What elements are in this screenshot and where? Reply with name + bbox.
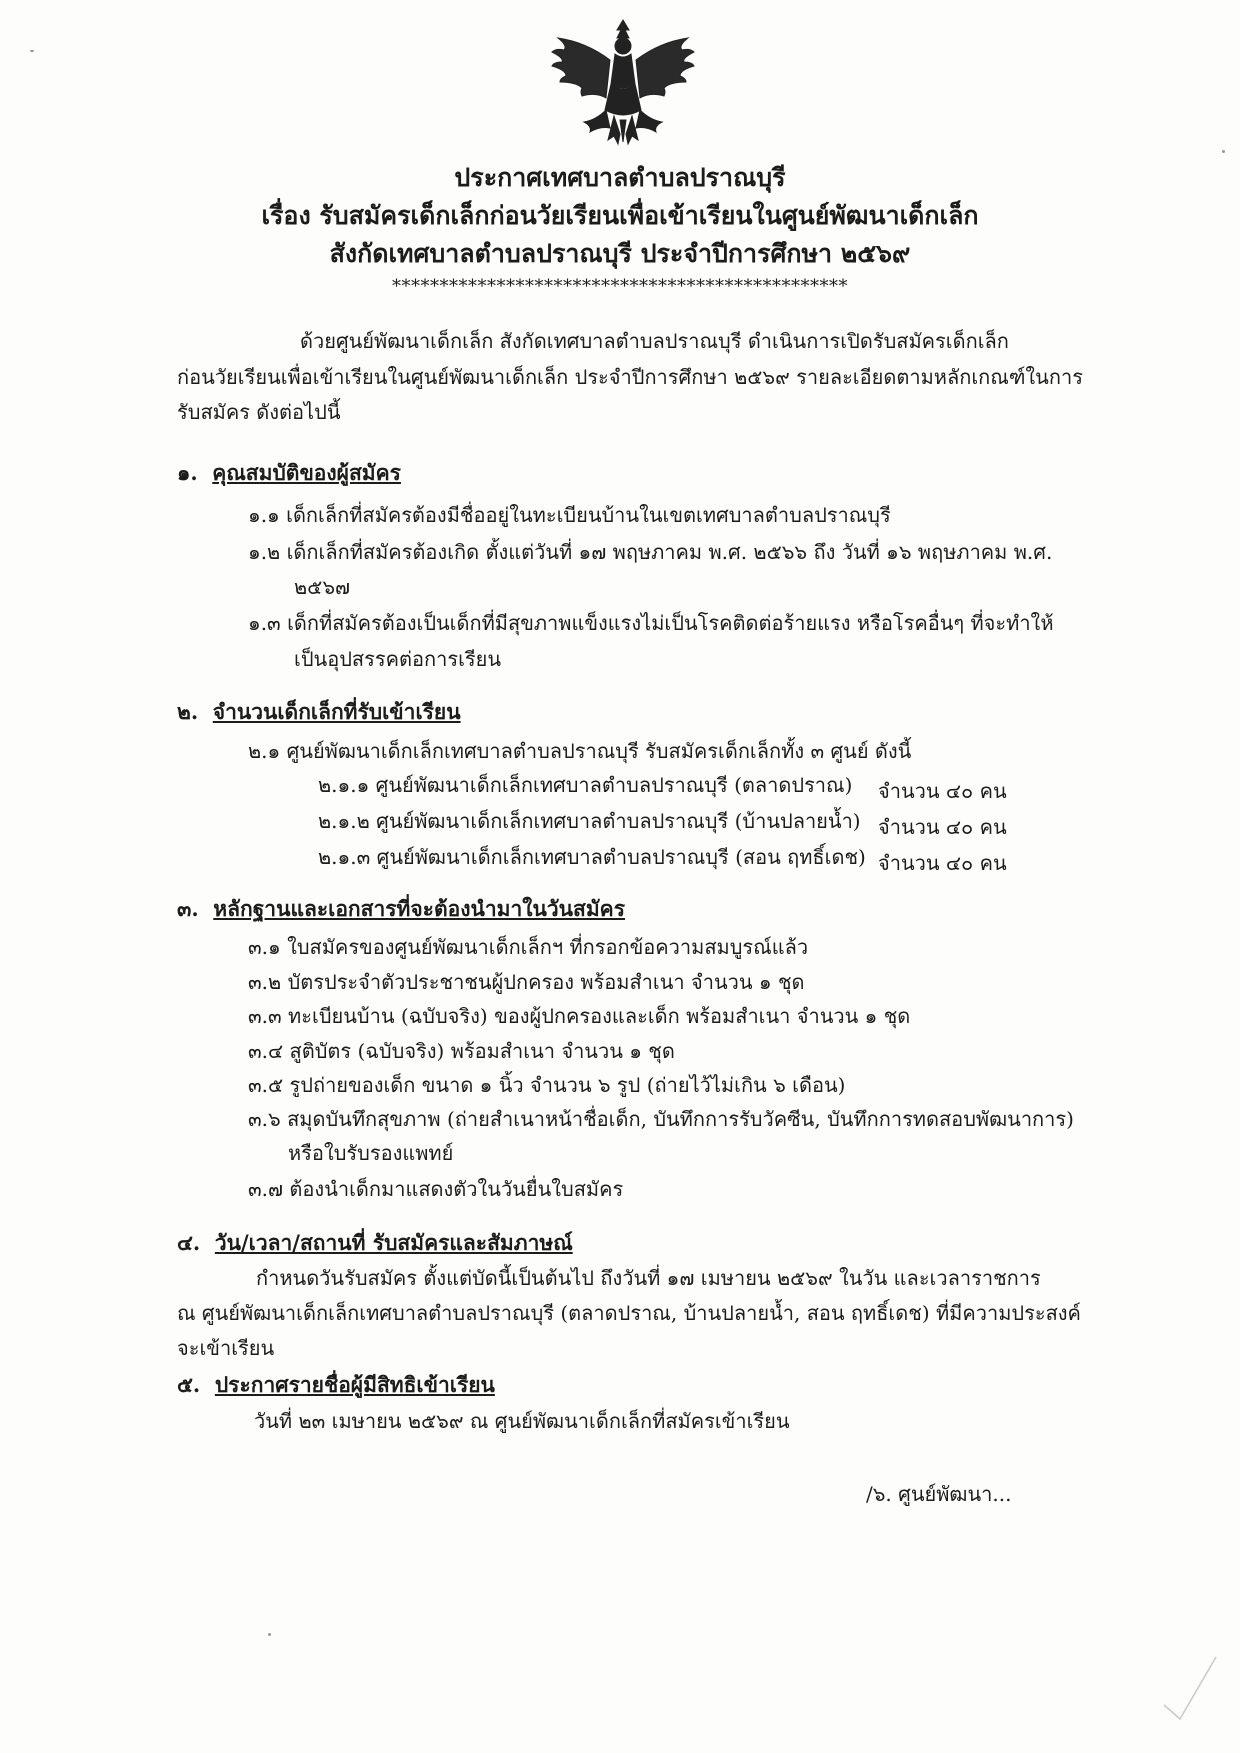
- section-4-number: ๔.: [177, 1230, 201, 1255]
- announcement-subject: เรื่อง รับสมัครเด็กเล็กก่อนวัยเรียนเพื่อเข้าเรียนในศูนย์พัฒนาเด็กเล็ก: [261, 201, 979, 230]
- section-2-title: จำนวนเด็กเล็กที่รับเข้าเรียน: [212, 699, 461, 724]
- pencil-check-mark-icon: [1160, 1653, 1220, 1723]
- section-2-item-1: ๒.๑ ศูนย์พัฒนาเด็กเล็กเทศบาลตำบลปราณบุรี รับสมัครเด็กเล็กทั้ง ๓ ศูนย์ ดังนี้: [248, 739, 912, 763]
- section-3-item-1: ๓.๑ ใบสมัครของศูนย์พัฒนาเด็กเล็กฯ ที่กรอกข้อความสมบูรณ์แล้ว: [248, 935, 809, 959]
- section-4-title: วัน/เวลา/สถานที่ รับสมัครและสัมภาษณ์: [214, 1230, 573, 1255]
- announcement-affiliation: สังกัดเทศบาลตำบลปราณบุรี ประจำปีการศึกษา ๒๕๖๙: [329, 239, 911, 268]
- section-4-line-3: จะเข้าเรียน: [177, 1336, 275, 1360]
- section-5-number: ๕.: [177, 1372, 201, 1397]
- section-3-number: ๓.: [177, 896, 199, 921]
- section-3-item-7: ๓.๗ ต้องนำเด็กมาแสดงตัวในวันยื่นใบสมัคร: [248, 1177, 624, 1201]
- section-2-heading: [177, 701, 461, 722]
- section-3-item-2: ๓.๒ บัตรประจำตัวประชาชนผู้ปกครอง พร้อมสำเนา จำนวน ๑ ชุด: [248, 970, 805, 994]
- section-3-item-5: ๓.๕ รูปถ่ายของเด็ก ขนาด ๑ นิ้ว จำนวน ๖ รูป (ถ่ายไว้ไม่เกิน ๖ เดือน): [248, 1073, 846, 1097]
- continued-marker: /๖. ศูนย์พัฒนา...: [866, 1482, 1012, 1506]
- announcement-title: ประกาศเทศบาลตำบลปราณบุรี: [454, 163, 786, 192]
- scan-speck: [1222, 150, 1225, 153]
- intro-line-2: ก่อนวัยเรียนเพื่อเข้าเรียนในศูนย์พัฒนาเด็กเล็ก ประจำปีการศึกษา ๒๕๖๙ รายละเอียดตามหลักเกณฑ์ในการ: [177, 365, 1083, 389]
- intro-line-1: ด้วยศูนย์พัฒนาเด็กเล็ก สังกัดเทศบาลตำบลปราณบุรี ดำเนินการเปิดรับสมัครเด็กเล็ก: [300, 329, 1009, 353]
- center-3-amount: จำนวน ๔๐ คน: [878, 851, 1007, 875]
- center-3-label: ๒.๑.๓ ศูนย์พัฒนาเด็กเล็กเทศบาลตำบลปราณบุรี (สอน ฤทธิ์เดช): [318, 845, 866, 869]
- section-1-number: ๑.: [177, 460, 198, 485]
- section-3-item-6: ๓.๖ สมุดบันทึกสุขภาพ (ถ่ายสำเนาหน้าชื่อเด็ก, บันทึกการรับวัคซีน, บันทึกการทดสอบพัฒนาการ): [248, 1107, 1074, 1131]
- section-1-title: คุณสมบัติของผู้สมัคร: [212, 460, 401, 485]
- section-3-heading: [177, 898, 625, 919]
- section-1-heading: [177, 462, 401, 483]
- section-5-heading: [177, 1374, 495, 1395]
- section-5-title: ประกาศรายชื่อผู้มีสิทธิเข้าเรียน: [214, 1372, 495, 1397]
- section-4-heading: [177, 1232, 573, 1253]
- garuda-emblem-icon: [548, 12, 698, 152]
- section-5-line-1: วันที่ ๒๓ เมษายน ๒๕๖๙ ณ ศูนย์พัฒนาเด็กเล็กที่สมัครเข้าเรียน: [254, 1409, 790, 1433]
- section-3-item-4: ๓.๔ สูติบัตร (ฉบับจริง) พร้อมสำเนา จำนวน ๑ ชุด: [248, 1039, 675, 1063]
- section-3-item-6-cont: หรือใบรับรองแพทย์: [288, 1141, 454, 1165]
- intro-line-3: รับสมัคร ดังต่อไปนี้: [177, 400, 341, 424]
- section-2-number: ๒.: [177, 699, 199, 724]
- section-3-item-3: ๓.๓ ทะเบียนบ้าน (ฉบับจริง) ของผู้ปกครองและเด็ก พร้อมสำเนา จำนวน ๑ ชุด: [248, 1004, 911, 1028]
- section-1-item-2-cont: ๒๕๖๗: [294, 575, 351, 599]
- section-1-item-3-cont: เป็นอุปสรรคต่อการเรียน: [294, 647, 502, 671]
- center-1-label: ๒.๑.๑ ศูนย์พัฒนาเด็กเล็กเทศบาลตำบลปราณบุรี (ตลาดปราณ): [318, 773, 853, 797]
- section-3-title: หลักฐานและเอกสารที่จะต้องนำมาในวันสมัคร: [213, 896, 625, 921]
- section-1-item-1: ๑.๑ เด็กเล็กที่สมัครต้องมีชื่ออยู่ในทะเบียนบ้านในเขตเทศบาลตำบลปราณบุรี: [248, 503, 891, 527]
- section-1-item-3: ๑.๓ เด็กที่สมัครต้องเป็นเด็กที่มีสุขภาพแข็งแรงไม่เป็นโรคติดต่อร้ายแรง หรือโรคอื่นๆ ที่จะทำให้: [248, 611, 1054, 635]
- section-4-line-1: กำหนดวันรับสมัคร ตั้งแต่บัดนี้เป็นต้นไป ถึงวันที่ ๑๗ เมษายน ๒๕๖๙ ในวัน และเวลาราชการ: [256, 1266, 1041, 1290]
- center-2-amount: จำนวน ๔๐ คน: [878, 815, 1007, 839]
- center-1-amount: จำนวน ๔๐ คน: [878, 779, 1007, 803]
- center-2-label: ๒.๑.๒ ศูนย์พัฒนาเด็กเล็กเทศบาลตำบลปราณบุรี (บ้านปลายน้ำ): [318, 809, 861, 833]
- scan-speck: [268, 1633, 271, 1636]
- separator-stars: ************************************************: [392, 276, 848, 297]
- section-1-item-2: ๑.๒ เด็กเล็กที่สมัครต้องเกิด ตั้งแต่วันที่ ๑๗ พฤษภาคม พ.ศ. ๒๕๖๖ ถึง วันที่ ๑๖ พฤษภาคม พ.ศ.: [248, 540, 1053, 564]
- section-4-line-2: ณ ศูนย์พัฒนาเด็กเล็กเทศบาลตำบลปราณบุรี (ตลาดปราณ, บ้านปลายน้ำ, สอน ฤทธิ์เดช) ที่มีความประสงค์: [177, 1301, 1081, 1325]
- scan-speck: [30, 50, 34, 52]
